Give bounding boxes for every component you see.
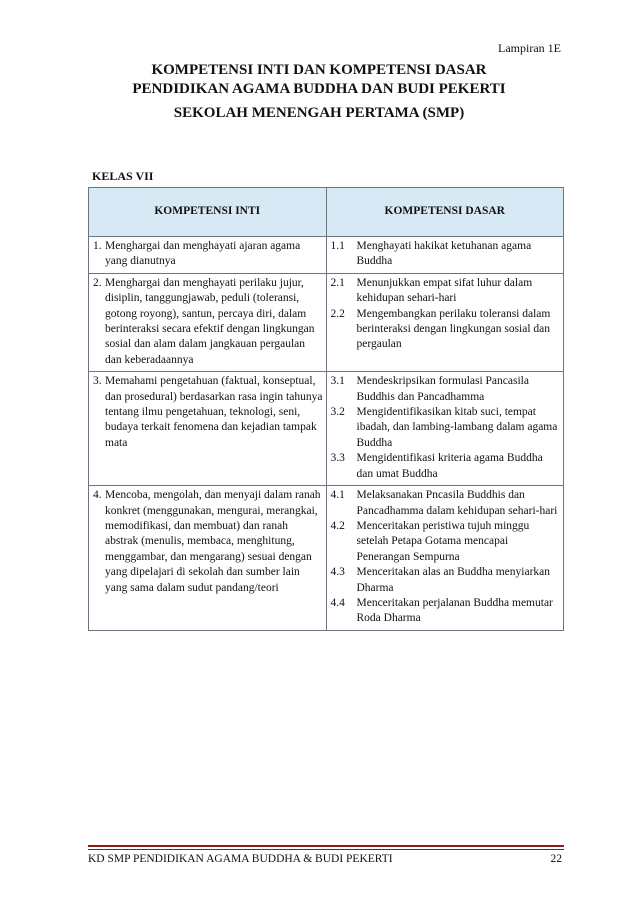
footer-title: KD SMP PENDIDIKAN AGAMA BUDDHA & BUDI PEKERTI bbox=[88, 853, 393, 865]
kd-cell bbox=[326, 237, 564, 274]
kd-item bbox=[331, 488, 564, 519]
kd-text: Mengembangkan perilaku toleransi dalam berinteraksi dengan lingkungan sosial dan pergaulan bbox=[356, 307, 551, 351]
kd-item bbox=[331, 374, 564, 405]
title-line-3: SEKOLAH MENENGAH PERTAMA (SMP) bbox=[173, 105, 465, 121]
ki-number: 4. bbox=[93, 489, 102, 502]
kd-number: 4.4 bbox=[330, 596, 345, 609]
kd-text: Mengidentifikasikan kitab suci, tempat ibadah, dan lambing-lambang dalam agama Buddha bbox=[356, 406, 558, 449]
ki-text: Menghargai dan menghayati perilaku jujur, disiplin, tanggungjawab, peduli (toleransi, gotong royong), santun, percaya diri, dalam berinteraksi secara efektif dengan lingkungan sosial dan alam dalam jangkauan pergaulan dan keberadaannya bbox=[105, 276, 315, 366]
ki-cell bbox=[89, 372, 327, 486]
kd-item bbox=[331, 519, 564, 565]
table-row bbox=[89, 372, 564, 486]
kd-item bbox=[331, 239, 564, 270]
kd-number: 3.1 bbox=[330, 375, 345, 388]
ki-text: Menghargai dan menghayati ajaran agama yang dianutnya bbox=[105, 240, 301, 268]
ki-cell bbox=[89, 237, 327, 274]
kd-text: Menceritakan perjalanan Buddha memutar Roda Dharma bbox=[356, 596, 553, 625]
title-line-1: KOMPETENSI INTI DAN KOMPETENSI DASAR bbox=[151, 62, 487, 78]
footer-divider-thin bbox=[88, 849, 564, 850]
ki-cell bbox=[89, 486, 327, 631]
title-line-2: PENDIDIKAN AGAMA BUDDHA DAN BUDI PEKERTI bbox=[132, 81, 506, 97]
kd-number: 2.1 bbox=[330, 276, 345, 289]
kd-item bbox=[331, 565, 564, 596]
kd-cell bbox=[326, 372, 564, 486]
kd-number: 1.1 bbox=[330, 240, 345, 252]
ki-number: 3. bbox=[93, 375, 102, 388]
kd-item bbox=[331, 596, 564, 627]
kd-text: Menghayati hakikat ketuhanan agama Buddha bbox=[356, 240, 532, 268]
ki-number: 2. bbox=[93, 276, 102, 289]
kd-text: Menceritakan alas an Buddha menyiarkan Dharma bbox=[356, 566, 551, 594]
competency-table bbox=[88, 187, 564, 631]
kd-number: 4.3 bbox=[330, 566, 345, 579]
ki-text: Mencoba, mengolah, dan menyaji dalam ranah konkret (menggunakan, mengurai, merangkai, memodifikasi, dan membuat) dan ranah abstrak (menulis, membaca, menghitung, menggambar, dan mengarang) sesuai dengan yang dipelajari di sekolah dan sumber lain yang sama dalam sudut pandang/teori bbox=[105, 489, 321, 594]
table-row bbox=[89, 237, 564, 274]
ki-number: 1. bbox=[93, 240, 102, 252]
kd-cell bbox=[326, 273, 564, 371]
table-row bbox=[89, 273, 564, 371]
header-kompetensi-dasar: KOMPETENSI DASAR bbox=[326, 188, 564, 237]
kd-number: 3.2 bbox=[330, 406, 345, 419]
header-kompetensi-inti: KOMPETENSI INTI bbox=[89, 188, 327, 237]
table-body bbox=[89, 237, 564, 631]
kd-text: Mendeskripsikan formulasi Pancasila Buddhis dan Pancadhamma bbox=[356, 375, 529, 403]
kd-item bbox=[331, 307, 564, 353]
kd-item bbox=[331, 276, 564, 307]
footer-divider bbox=[88, 845, 564, 847]
kd-text: Menceritakan peristiwa tujuh minggu setelah Petapa Gotama mencapai Penerangan Sempurna bbox=[356, 519, 530, 563]
ki-text: Memahami pengetahuan (faktual, konseptual, dan prosedural) berdasarkan rasa ingin tahunya tentang ilmu pengetahuan, teknologi, seni, budaya terkait fenomena dan kejadian tampak mata bbox=[105, 375, 323, 449]
kd-item bbox=[331, 451, 564, 482]
lampiran-label: Lampiran 1E bbox=[498, 41, 561, 55]
kd-cell bbox=[326, 486, 564, 631]
kd-text: Menunjukkan empat sifat luhur dalam kehidupan sehari-hari bbox=[356, 276, 533, 305]
table-row bbox=[89, 486, 564, 631]
kd-number: 4.2 bbox=[330, 519, 345, 532]
kd-number: 4.1 bbox=[330, 489, 345, 502]
kd-text: Mengidentifikasi kriteria agama Buddha dan umat Buddha bbox=[356, 452, 543, 480]
kd-number: 3.3 bbox=[330, 452, 345, 465]
kelas-heading: KELAS VII bbox=[92, 169, 154, 183]
kd-text: Melaksanakan Pncasila Buddhis dan Pancadhamma dalam kehidupan sehari-hari bbox=[356, 489, 558, 517]
kd-item bbox=[331, 405, 564, 451]
page-number: 22 bbox=[550, 853, 562, 865]
ki-cell bbox=[89, 273, 327, 371]
kd-number: 2.2 bbox=[330, 307, 345, 320]
